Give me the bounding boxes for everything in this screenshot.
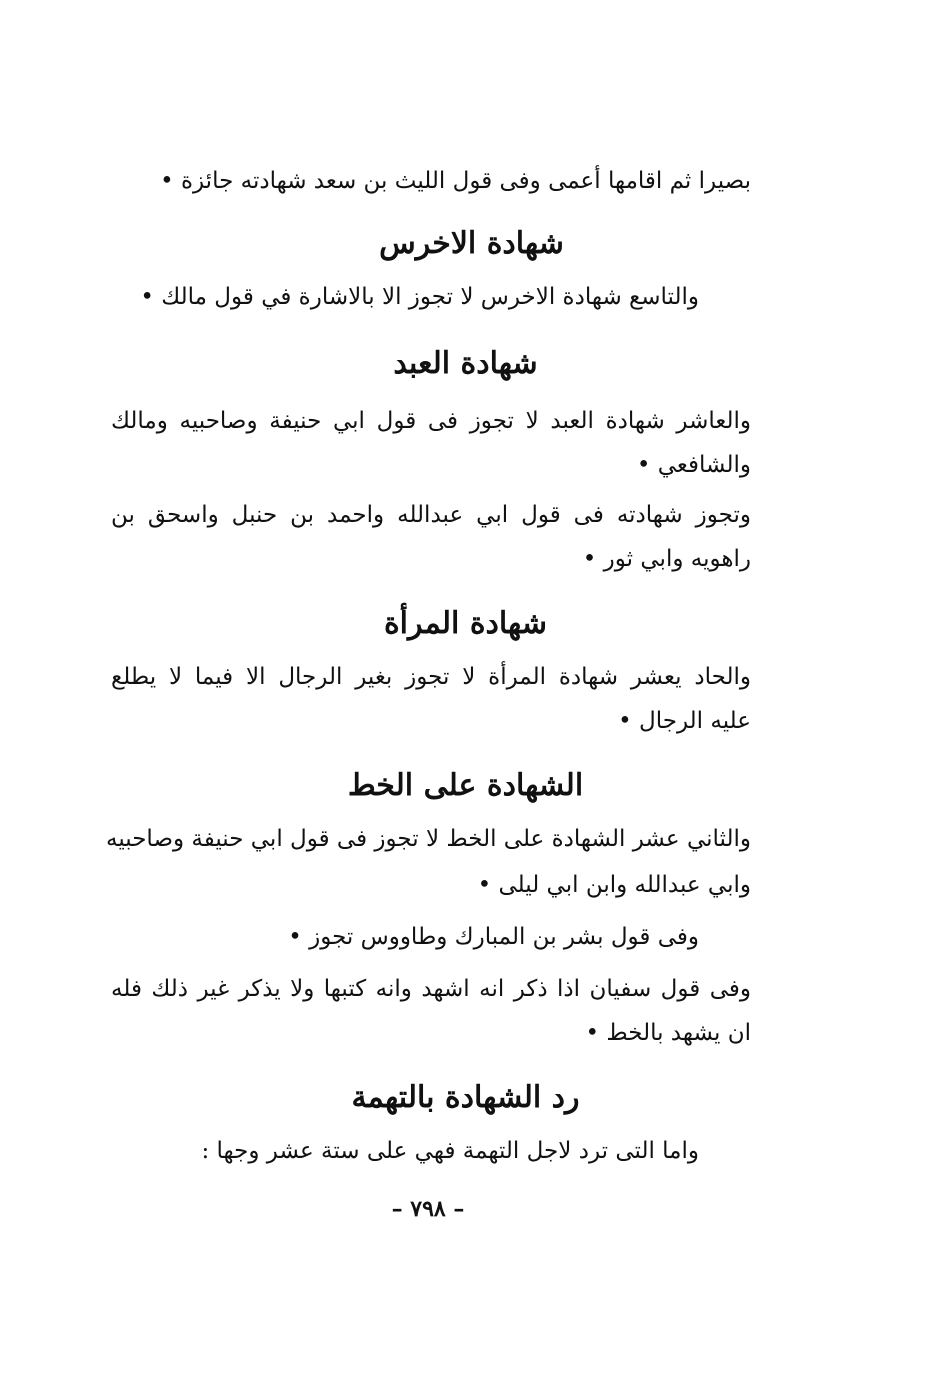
paragraph-line-7: وفى قول بشر بن المبارك وطاووس تجوز • bbox=[288, 924, 699, 950]
paragraph-line-8a: وفى قول سفيان اذا ذكر انه اشهد وانه كتبها ولا يذكر غير ذلك فله bbox=[111, 976, 751, 1002]
heading-handwriting-testimony: الشهادة على الخط bbox=[347, 768, 584, 803]
heading-mute-testimony: شهادة الاخرس bbox=[379, 226, 564, 261]
heading-slave-testimony: شهادة العبد bbox=[393, 346, 538, 381]
paragraph-line-8b: ان يشهد بالخط • bbox=[585, 1020, 751, 1046]
paragraph-line-3b: والشافعي • bbox=[636, 452, 751, 478]
paragraph-line-2: والتاسع شهادة الاخرس لا تجوز الا بالاشارة في قول مالك • bbox=[140, 284, 699, 310]
paragraph-line-5b: عليه الرجال • bbox=[618, 708, 751, 734]
paragraph-line-6b: وابي عبدالله وابن ابي ليلى • bbox=[477, 872, 751, 898]
paragraph-line-9: واما التى ترد لاجل التهمة فهي على ستة عشر وجها : bbox=[201, 1138, 699, 1164]
paragraph-line-5a: والحاد يعشر شهادة المرأة لا تجوز بغير الرجال الا فيما لا يطلع bbox=[111, 664, 751, 690]
paragraph-line-3a: والعاشر شهادة العبد لا تجوز فى قول ابي حنيفة وصاحبيه ومالك bbox=[111, 408, 751, 434]
paragraph-line-4b: راهويه وابي ثور • bbox=[582, 546, 751, 572]
page-number: – ٧٩٨ – bbox=[391, 1196, 465, 1222]
paragraph-line-6a: والثاني عشر الشهادة على الخط لا تجوز فى قول ابي حنيفة وصاحبيه bbox=[106, 826, 751, 852]
paragraph-line-1: بصيرا ثم اقامها أعمى وفى قول الليث بن سعد شهادته جائزة • bbox=[160, 168, 751, 194]
heading-rejection-by-suspicion: رد الشهادة بالتهمة bbox=[351, 1080, 580, 1115]
heading-woman-testimony: شهادة المرأة bbox=[383, 606, 548, 641]
paragraph-line-4a: وتجوز شهادته فى قول ابي عبدالله واحمد بن حنبل واسحق بن bbox=[111, 502, 751, 528]
